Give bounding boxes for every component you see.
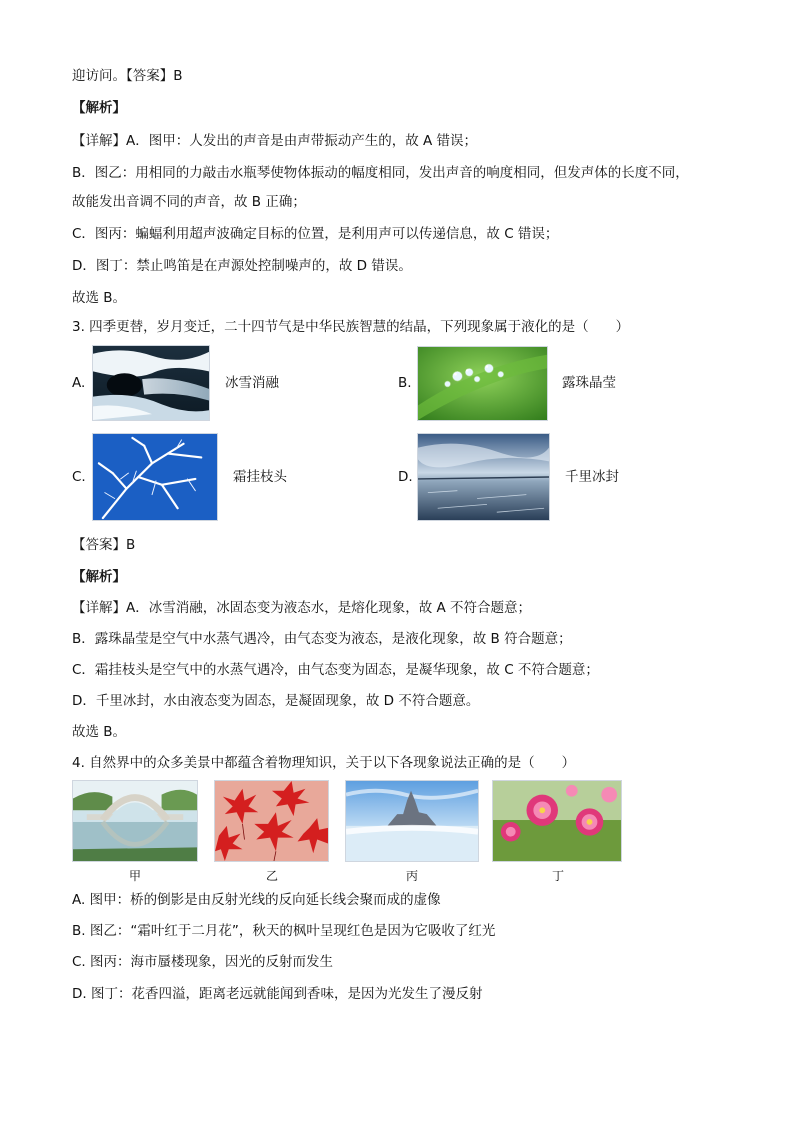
mirage-image <box>345 780 479 862</box>
q4-option-c: C. 图丙：海市蜃楼现象，因光的反射而发生 <box>72 954 334 970</box>
q3-option-c-letter: C. <box>72 469 86 485</box>
q3-option-d-letter: D. <box>398 469 413 485</box>
q3-option-d-text: 千里冰封 <box>565 469 619 485</box>
red-maple-image <box>214 780 329 862</box>
caption-ding: 丁 <box>551 869 564 883</box>
analysis-heading-prev: 【解析】 <box>72 100 126 116</box>
q3-option-a-letter: A. <box>72 375 86 391</box>
answer-prev: 迎访问。【答案】B <box>72 68 183 84</box>
explain-d-prev: D．图丁：禁止鸣笛是在声源处控制噪声的，故 D 错误。 <box>72 258 412 274</box>
analysis-heading-q3: 【解析】 <box>72 569 126 585</box>
explain-c-prev: C．图丙：蝙蝠利用超声波确定目标的位置，是利用声可以传递信息，故 C 错误； <box>72 226 559 242</box>
dewdrops-image <box>417 346 548 421</box>
explain-b-prev: B．图乙：用相同的力敲击水瓶琴使物体振动的幅度相同，发出声音的响度相同，但发声体的长度不同， <box>72 165 689 181</box>
conclusion-q3: 故选 B。 <box>72 724 127 740</box>
question-4-stem: 4. 自然界中的众多美景中都蕴含着物理知识，关于以下各现象说法正确的是（ ） <box>72 755 576 771</box>
conclusion-prev: 故选 B。 <box>72 290 127 306</box>
caption-bing: 丙 <box>405 869 418 883</box>
arch-bridge-image <box>72 780 198 862</box>
explain-d-q3: D．千里冰封，水由液态变为固态，是凝固现象，故 D 不符合题意。 <box>72 693 480 709</box>
q3-option-b-text: 露珠晶莹 <box>562 375 616 391</box>
q3-option-a-text: 冰雪消融 <box>225 375 279 391</box>
caption-jia: 甲 <box>128 869 141 883</box>
caption-yi: 乙 <box>265 869 278 883</box>
q4-option-d: D. 图丁：花香四溢，距离老远就能闻到香味，是因为光发生了漫反射 <box>72 986 483 1002</box>
frost-branch-image <box>92 433 218 521</box>
answer-q3: 【答案】B <box>72 537 136 553</box>
q3-option-b-letter: B. <box>398 375 412 391</box>
question-3-stem: 3. 四季更替，岁月变迁，二十四节气是中华民族智慧的结晶，下列现象属于液化的是（ ） <box>72 319 630 335</box>
frozen-river-image <box>417 433 550 521</box>
q3-option-c-text: 霜挂枝头 <box>233 469 287 485</box>
q4-option-a: A. 图甲：桥的倒影是由反射光线的反向延长线会聚而成的虚像 <box>72 892 441 908</box>
snow-melting-image <box>92 345 210 421</box>
q4-option-b: B. 图乙：“霜叶红于二月花”，秋天的枫叶呈现红色是因为它吸收了红光 <box>72 923 496 939</box>
explain-b-prev-cont: 故能发出音调不同的声音，故 B 正确； <box>72 194 306 210</box>
explain-a-q3: 【详解】A．冰雪消融，冰固态变为液态水，是熔化现象，故 A 不符合题意； <box>72 600 532 616</box>
explain-a-prev: 【详解】A．图甲：人发出的声音是由声带振动产生的，故 A 错误； <box>72 133 478 149</box>
explain-b-q3: B．露珠晶莹是空气中水蒸气遇冷，由气态变为液态，是液化现象，故 B 符合题意； <box>72 631 572 647</box>
explain-c-q3: C．霜挂枝头是空气中的水蒸气遇冷，由气态变为固态，是凝华现象，故 C 不符合题意； <box>72 662 599 678</box>
flowers-image <box>492 780 622 862</box>
